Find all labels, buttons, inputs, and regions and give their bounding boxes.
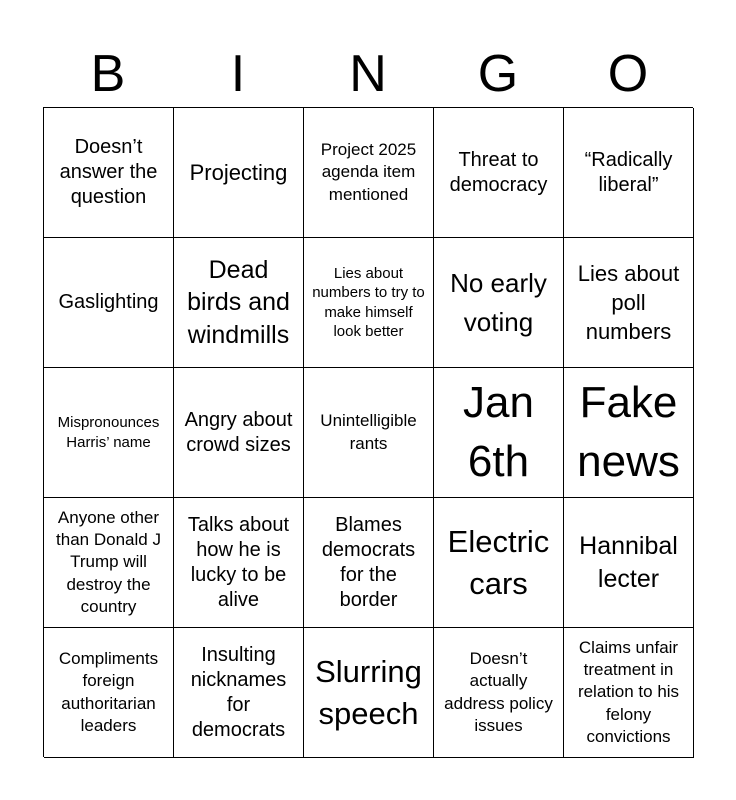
bingo-cell-r4-c3[interactable]: Blames democrats for the border [304,498,434,628]
bingo-cell-r3-c4[interactable]: Jan 6th [434,368,564,498]
bingo-cell-r3-c1[interactable]: Mispronounces Harris’ name [44,368,174,498]
bingo-cell-r3-c5[interactable]: Fake news [564,368,694,498]
header-letter-i: I [230,45,246,103]
bingo-cell-r1-c1[interactable]: Doesn’t answer the question [44,108,174,238]
bingo-cell-r2-c2[interactable]: Dead birds and windmills [174,238,304,368]
bingo-cell-r2-c1[interactable]: Gaslighting [44,238,174,368]
bingo-cell-r1-c2[interactable]: Projecting [174,108,304,238]
bingo-cell-r1-c4[interactable]: Threat to democracy [434,108,564,238]
bingo-cell-r1-c3[interactable]: Project 2025 agenda item mentioned [304,108,434,238]
bingo-cell-r3-c2[interactable]: Angry about crowd sizes [174,368,304,498]
bingo-cell-r2-c3[interactable]: Lies about numbers to try to make himself look better [304,238,434,368]
bingo-cell-r5-c1[interactable]: Compliments foreign authoritarian leaders [44,628,174,758]
bingo-cell-r4-c1[interactable]: Anyone other than Donald J Trump will destroy the country [44,498,174,628]
header-letter-o: O [607,45,649,103]
bingo-cell-r1-c5[interactable]: “Radically liberal” [564,108,694,238]
bingo-header [43,40,693,108]
bingo-cell-r4-c4[interactable]: Electric cars [434,498,564,628]
bingo-cell-r4-c5[interactable]: Hannibal lecter [564,498,694,628]
bingo-cell-r2-c4[interactable]: No early voting [434,238,564,368]
bingo-cell-r5-c5[interactable]: Claims unfair treatment in relation to his felony convictions [564,628,694,758]
bingo-cell-r2-c5[interactable]: Lies about poll numbers [564,238,694,368]
bingo-cell-r3-c3[interactable]: Unintelligible rants [304,368,434,498]
bingo-cell-r5-c2[interactable]: Insulting nicknames for democrats [174,628,304,758]
bingo-cell-r5-c3[interactable]: Slurring speech [304,628,434,758]
bingo-cell-r4-c2[interactable]: Talks about how he is lucky to be alive [174,498,304,628]
bingo-cell-r5-c4[interactable]: Doesn’t actually address policy issues [434,628,564,758]
header-letter-b: B [90,45,126,103]
header-letter-g: G [477,45,519,103]
header-letter-n: N [349,45,387,103]
bingo-grid [43,107,693,757]
